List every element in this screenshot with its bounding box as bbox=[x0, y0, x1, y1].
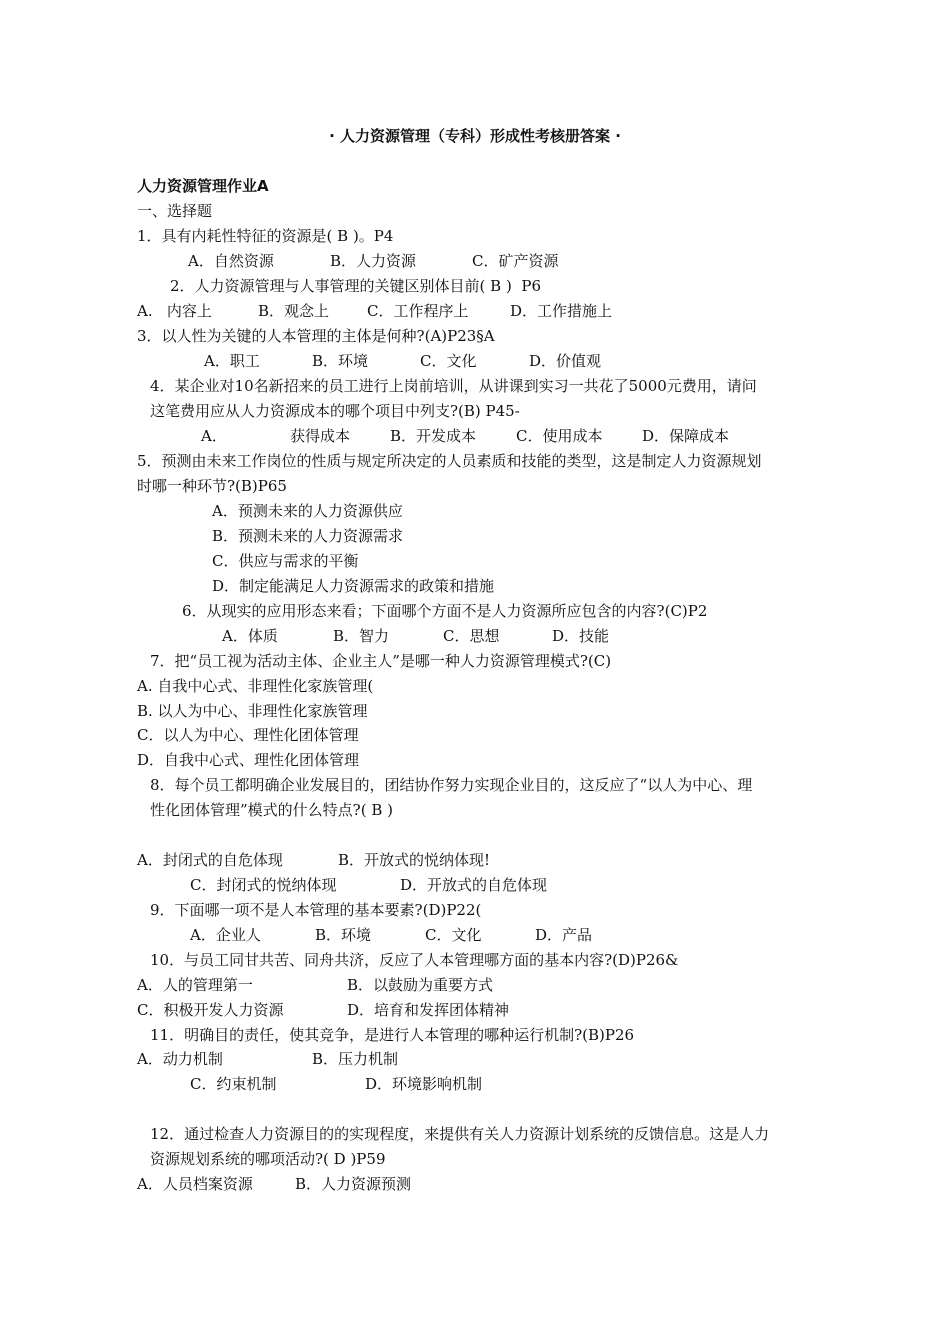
question-9-stem: 9．下面哪一项不是人本管理的基本要素?(D)P22( bbox=[150, 901, 482, 919]
question-6-option-c: C．思想 bbox=[443, 627, 500, 645]
question-3-option-a: A．职工 bbox=[204, 352, 260, 370]
question-7-stem: 7．把“员工视为活动主体、企业主人”是哪一种人力资源管理模式?(C) bbox=[150, 652, 612, 670]
question-5-option-d: D．制定能满足人力资源需求的政策和措施 bbox=[212, 577, 495, 595]
question-10-stem: 10．与员工同甘共苦、同舟共济，反应了人本管理哪方面的基本内容?(D)P26& bbox=[150, 951, 679, 969]
question-3-option-c: C．文化 bbox=[420, 352, 477, 370]
question-11-option-c: C．约束机制 bbox=[190, 1075, 277, 1093]
question-2-option-c: C．工作程序上 bbox=[367, 302, 469, 320]
question-12-stem: 12．通过检查人力资源目的的实现程度，来提供有关人力资源计划系统的反馈信息。这是人力 bbox=[150, 1125, 770, 1143]
question-11-stem: 11．明确目的责任，使其竞争，是进行人本管理的哪种运行机制?(B)P26 bbox=[150, 1026, 635, 1044]
question-12-option-a: A．人员档案资源 bbox=[137, 1175, 253, 1193]
question-6-option-b: B．智力 bbox=[333, 627, 390, 645]
question-7-option-b: B. 以人为中心、非理性化家族管理 bbox=[137, 702, 368, 720]
question-4-option-c: C．使用成本 bbox=[516, 427, 603, 445]
question-4-stem-cont: 这笔费用应从人力资源成本的哪个项目中列支?(B) P45- bbox=[150, 402, 520, 420]
question-5-stem-cont: 时哪一种环节?(B)P65 bbox=[137, 477, 287, 495]
question-5-option-a: A．预测未来的人力资源供应 bbox=[212, 502, 403, 520]
question-11-option-b: B．压力机制 bbox=[312, 1050, 399, 1068]
question-8-stem: 8．每个员工都明确企业发展目的，团结协作努力实现企业目的，这反应了“以人为中心、理 bbox=[150, 776, 753, 794]
question-1-option-b: B．人力资源 bbox=[330, 252, 417, 270]
question-10-option-b: B．以鼓励为重要方式 bbox=[347, 976, 494, 994]
question-5-stem: 5．预测由未来工作岗位的性质与规定所决定的人员素质和技能的类型，这是制定人力资源规划 bbox=[137, 452, 762, 470]
question-8-option-d: D．开放式的自危体现 bbox=[400, 876, 548, 894]
question-2-option-a: A. 内容上 bbox=[137, 302, 212, 320]
question-10-option-a: A．人的管理第一 bbox=[137, 976, 253, 994]
question-6-option-a: A．体质 bbox=[222, 627, 278, 645]
question-9-option-b: B．环境 bbox=[315, 926, 372, 944]
question-5-option-c: C．供应与需求的平衡 bbox=[212, 552, 359, 570]
question-11-option-d: D．环境影响机制 bbox=[365, 1075, 483, 1093]
question-7-option-c: C．以人为中心、理性化团体管理 bbox=[137, 726, 359, 744]
question-11-option-a: A．动力机制 bbox=[137, 1050, 223, 1068]
question-12-option-b: B．人力资源预测 bbox=[295, 1175, 412, 1193]
question-3-option-d: D．价值观 bbox=[529, 352, 602, 370]
question-10-option-d: D．培育和发挥团体精神 bbox=[347, 1001, 510, 1019]
question-2-stem: 2．人力资源管理与人事管理的关键区别体目前( B ) P6 bbox=[170, 277, 541, 295]
question-3-option-b: B．环境 bbox=[312, 352, 369, 370]
question-9-option-a: A．企业人 bbox=[190, 926, 261, 944]
question-7-option-a: A. 自我中心式、非理性化家族管理( bbox=[137, 677, 374, 695]
question-4-option-a-text: 获得成本 bbox=[290, 427, 351, 445]
question-8-option-c: C．封闭式的悦纳体现 bbox=[190, 876, 337, 894]
question-8-stem-cont: 性化团体管理”模式的什么特点?( B ) bbox=[150, 801, 393, 819]
question-8-option-b: B．开放式的悦纳体现! bbox=[338, 851, 491, 869]
question-4-option-b: B．开发成本 bbox=[390, 427, 477, 445]
question-1-stem: 1．具有内耗性特征的资源是( B )。P4 bbox=[137, 227, 394, 245]
question-3-stem: 3．以人性为关键的人本管理的主体是何种?(A)P23§A bbox=[137, 327, 495, 345]
question-4-stem: 4．某企业对10名新招来的员工进行上岗前培训，从讲课到实习一共花了5000元费用，请问 bbox=[150, 377, 757, 395]
part-heading: 一、选择题 bbox=[137, 202, 213, 220]
section-heading: 人力资源管理作业A bbox=[137, 177, 269, 195]
question-1-option-c: C．矿产资源 bbox=[472, 252, 559, 270]
question-2-option-d: D．工作措施上 bbox=[510, 302, 613, 320]
question-4-option-a: A． bbox=[201, 427, 227, 445]
question-6-stem: 6．从现实的应用形态来看；下面哪个方面不是人力资源所应包含的内容?(C)P2 bbox=[182, 602, 708, 620]
question-9-option-c: C．文化 bbox=[425, 926, 482, 944]
question-8-option-a: A．封闭式的自危体现 bbox=[137, 851, 283, 869]
question-10-option-c: C．积极开发人力资源 bbox=[137, 1001, 284, 1019]
question-9-option-d: D．产品 bbox=[535, 926, 593, 944]
question-12-stem-cont: 资源规划系统的哪项活动?( D )P59 bbox=[150, 1150, 386, 1168]
question-6-option-d: D．技能 bbox=[552, 627, 610, 645]
question-2-option-b: B．观念上 bbox=[258, 302, 330, 320]
question-4-option-d: D．保障成本 bbox=[642, 427, 730, 445]
question-7-option-d: D．自我中心式、理性化团体管理 bbox=[137, 751, 360, 769]
question-5-option-b: B．预测未来的人力资源需求 bbox=[212, 527, 404, 545]
page-title: · 人力资源管理（专科）形成性考核册答案 · bbox=[329, 127, 621, 145]
question-1-option-a: A．自然资源 bbox=[188, 252, 274, 270]
